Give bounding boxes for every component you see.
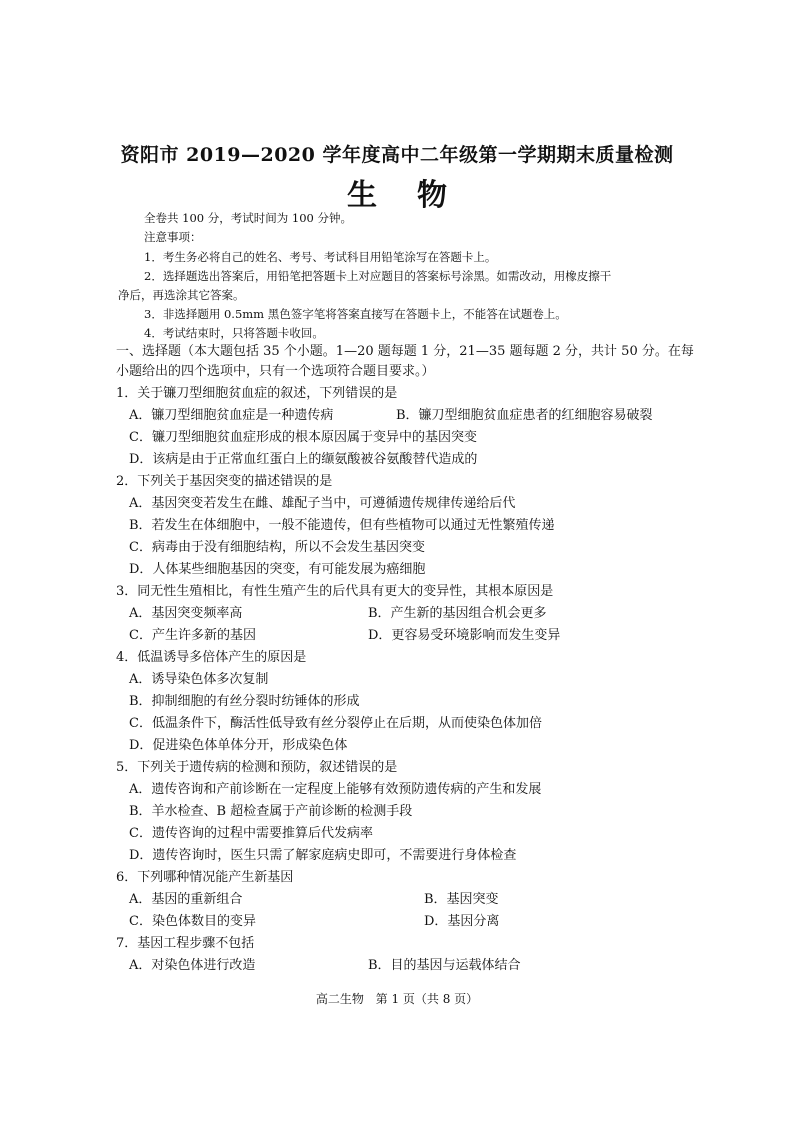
question-stem: 7．基因工程步骤不包括 [116, 936, 255, 951]
option-b: B．抑制细胞的有丝分裂时纺锤体的形成 [129, 694, 360, 709]
option-b: B．镰刀型细胞贫血症患者的红细胞容易破裂 [396, 408, 653, 423]
option-a: A．基因的重新组合 [129, 892, 243, 907]
question-stem: 6．下列哪种情况能产生新基因 [116, 870, 294, 885]
option-b: B．基因突变 [424, 892, 499, 907]
option-d: D．更容易受环境影响而发生变异 [368, 628, 561, 643]
option-c: C．染色体数目的变异 [129, 914, 256, 929]
option-a: A．基因突变频率高 [129, 606, 243, 621]
question-stem: 5．下列关于遗传病的检测和预防，叙述错误的是 [116, 760, 398, 775]
option-d: D．遗传咨询时，医生只需了解家庭病史即可，不需要进行身体检查 [129, 848, 517, 863]
question-stem: 2．下列关于基因突变的描述错误的是 [116, 474, 333, 489]
exam-title: 资阳市 2019—2020 学年度高中二年级第一学期期末质量检测 [120, 144, 674, 166]
option-a: A．基因突变若发生在雌、雄配子当中，可遵循遗传规律传递给后代 [129, 496, 516, 511]
option-c: C．病毒由于没有细胞结构，所以不会发生基因突变 [129, 540, 425, 555]
option-b: B．若发生在体细胞中，一般不能遗传，但有些植物可以通过无性繁殖传递 [129, 518, 555, 533]
option-b: B．目的基因与运载体结合 [368, 958, 521, 973]
option-c: C．产生许多新的基因 [129, 628, 256, 643]
option-d: D．促进染色体单体分开，形成染色体 [129, 738, 348, 753]
question-stem: 4．低温诱导多倍体产生的原因是 [116, 650, 307, 665]
option-a: A．对染色体进行改造 [129, 958, 256, 973]
section-line-1: 一、选择题（本大题包括 35 个小题。1—20 题每题 1 分，21—35 题每题 2 分，共计 50 分。在每 [116, 344, 694, 359]
option-c: C．遗传咨询的过程中需要推算后代发病率 [129, 826, 373, 841]
footer-page-number: 第 1 页（共 8 页） [375, 992, 479, 1006]
option-b: B．羊水检查、B 超检查属于产前诊断的检测手段 [129, 804, 413, 819]
option-c: C．低温条件下，酶活性低导致有丝分裂停止在后期，从而使染色体加倍 [129, 716, 542, 731]
option-a: A．遗传咨询和产前诊断在一定程度上能够有效预防遗传病的产生和发展 [129, 782, 542, 797]
section-line-2: 小题给出的四个选项中，只有一个选项符合题目要求。） [116, 364, 435, 379]
question-stem: 1．关于镰刀型细胞贫血症的叙述，下列错误的是 [116, 386, 398, 401]
footer-subject: 高二生物 [315, 992, 364, 1006]
score-time-note: 全卷共 100 分，考试时间为 100 分钟。 [144, 211, 353, 225]
option-a: A．诱导染色体多次复制 [129, 672, 269, 687]
note-item-4: 4．考试结束时，只将答题卡收回。 [144, 326, 324, 340]
notes-heading: 注意事项： [144, 230, 202, 244]
option-b: B．产生新的基因组合机会更多 [368, 606, 547, 621]
option-d: D．人体某些细胞基因的突变，有可能发展为癌细胞 [129, 562, 426, 577]
option-d: D．基因分离 [424, 914, 500, 929]
option-a: A．镰刀型细胞贫血症是一种遗传病 [129, 408, 334, 423]
note-item-2-cont: 净后，再选涂其它答案。 [118, 288, 245, 302]
note-item-3: 3．非选择题用 0.5mm 黑色签字笔将答案直接写在答题卡上，不能答在试题卷上。 [144, 307, 567, 321]
page-footer [0, 990, 794, 1007]
subject-title: 生物 [347, 178, 487, 213]
note-item-1: 1．考生务必将自己的姓名、考号、考试科目用铅笔涂写在答题卡上。 [144, 250, 497, 264]
option-c: C．镰刀型细胞贫血症形成的根本原因属于变异中的基因突变 [129, 430, 477, 445]
option-d: D．该病是由于正常血红蛋白上的缬氨酸被谷氨酸替代造成的 [129, 452, 478, 467]
question-stem: 3．同无性生殖相比，有性生殖产生的后代具有更大的变异性，其根本原因是 [116, 584, 554, 599]
note-item-2: 2．选择题选出答案后，用铅笔把答题卡上对应题目的答案标号涂黑。如需改动，用橡皮擦干 [144, 269, 612, 283]
